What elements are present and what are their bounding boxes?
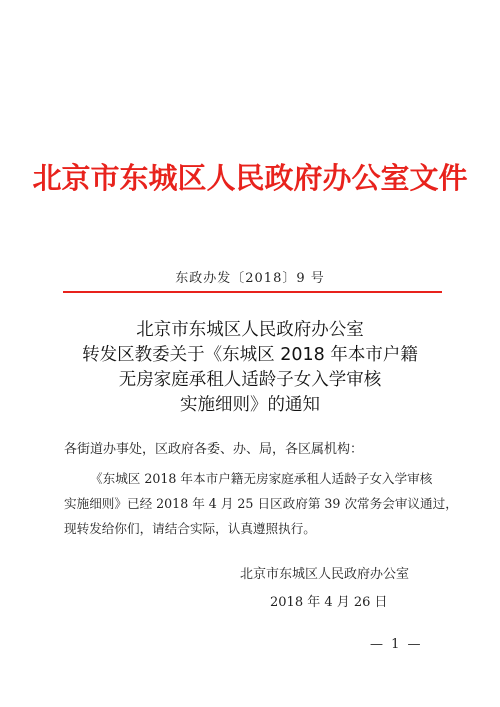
body-line: 现转发给你们，请结合实际，认真遵照执行。 (64, 521, 316, 536)
issue-date: 2018 年 4 月 26 日 (270, 595, 388, 610)
notice-title (0, 318, 500, 418)
body-line: 实施细则》已经 2018 年 4 月 25 日区政府第 39 次常务会审议通过， (64, 496, 458, 511)
masthead-title: 北京市东城区人民政府办公室文件 (32, 161, 468, 195)
title-line: 转发区教委关于《东城区 2018 年本市户籍 (82, 345, 418, 365)
title-line: 北京市东城区人民政府办公室 (136, 320, 364, 340)
salutation: 各街道办事处，区政府各委、办、局，各区属机构： (64, 442, 364, 457)
title-line: 实施细则》的通知 (180, 395, 320, 415)
red-divider-line (63, 291, 442, 293)
body-line: 《东城区 2018 年本市户籍无房家庭承租人适龄子女入学审核 (90, 471, 433, 486)
title-line: 无房家庭承租人适龄子女入学审核 (118, 370, 382, 390)
page-number: — 1 — (370, 637, 423, 652)
body-paragraph (64, 466, 458, 541)
issuing-office-signature: 北京市东城区人民政府办公室 (240, 567, 410, 582)
document-number: 东政办发〔2018〕9 号 (175, 271, 325, 286)
